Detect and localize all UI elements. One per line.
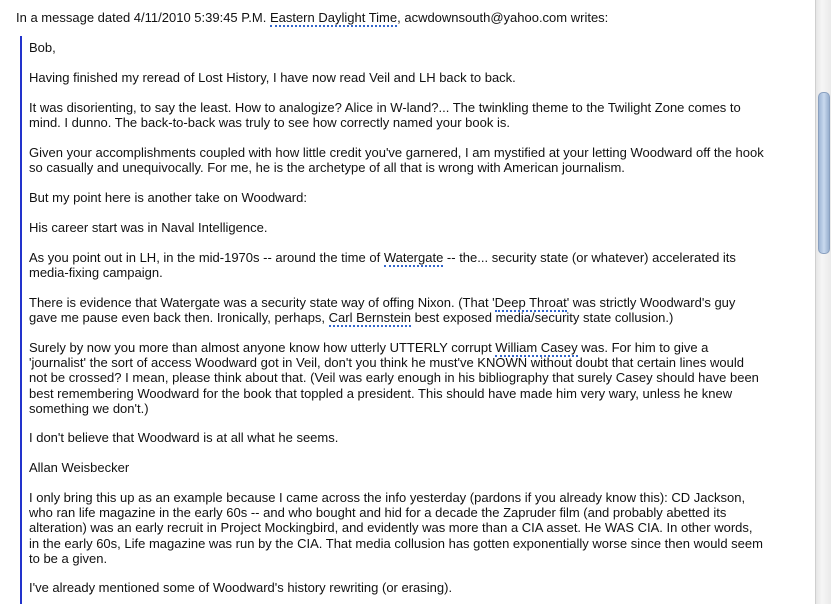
text-segment: There is evidence that Watergate was a security state way of offing Nixon. (That ' [29,295,495,310]
text-segment: -- the... security state (or whatever) accelerated its [443,250,736,265]
paragraph-career: His career start was in Naval Intelligence. [29,220,268,235]
paragraph-line: to be a given. [29,550,108,566]
paragraph-line: in the early 60s, Life magazine was run by the CIA. That media collusion has gotten exponentially worse since then would seem [29,535,763,551]
paragraph-line: Given your accomplishments coupled with how little credit you've garnered, I am mystified at your letting Woodward off the hook [29,145,764,160]
paragraph-reread: Having finished my reread of Lost History, I have now read Veil and LH back to back. [29,70,516,85]
paragraph-line: media-fixing campaign. [29,265,163,281]
text-segment: best exposed media/security state collusion.) [411,310,674,326]
paragraph-history-rewriting: I've already mentioned some of Woodward's history rewriting (or erasing). [29,580,453,595]
paragraph-watergate [29,250,809,280]
paragraph-point: But my point here is another take on Woodward: [29,190,307,205]
text-segment: As you point out in LH, in the mid-1970s -- around the time of [29,250,384,265]
watergate-link[interactable]: Watergate [383,250,444,265]
paragraph-line [29,295,809,310]
scrollbar-thumb[interactable] [818,92,830,254]
paragraph-cd-jackson [29,490,809,566]
william-casey-link[interactable]: William Casey [495,340,578,355]
paragraph-line [29,310,809,325]
paragraph-line [29,340,809,355]
header-prefix: In a message dated 4/11/2010 5:39:45 P.M. [16,10,270,25]
text-segment: was. For him to give a [577,340,709,355]
greeting: Bob, [29,40,56,55]
text-segment: gave me pause even back then. Ironically, perhaps, [29,310,329,326]
paragraph-line: 'journalist' the sort of access Woodward got in Veil, don't you think he must've KNOWN without doubt that certain lines would [29,355,744,371]
signature: Allan Weisbecker [29,460,130,475]
paragraph-line: I only bring this up as an example because I came across the info yesterday (pardons if you already know this): CD Jackson, [29,490,746,505]
paragraph-line: who ran life magazine in the early 60s -- and who bought and hid for a decade the Zapruder film (and probably abetted its [29,505,727,521]
timezone-link[interactable]: Eastern Daylight Time [269,10,398,25]
paragraph-line: mind. I dunno. The back-to-back was truly to see how correctly named your book is. [29,115,510,131]
message-header [16,10,608,26]
quoted-message [20,36,815,604]
text-segment: ' was strictly Woodward's guy [566,295,736,310]
paragraph-line: best remembering Woodward for the book that toppled a president. This should have made him very wary, unless he knew [29,385,733,401]
paragraph-line: It was disorienting, to say the least. How to analogize? Alice in W-land?... The twinkling theme to the Twilight Zone comes to [29,100,741,115]
paragraph-accomplishments [29,145,809,175]
paragraph-belief: I don't believe that Woodward is at all what he seems. [29,430,339,445]
paragraph-evidence [29,295,809,325]
paragraph-line [29,250,809,265]
deep-throat-link[interactable]: Deep Throat [494,295,567,310]
header-suffix: , acwdownsouth@yahoo.com writes: [397,10,609,25]
paragraph-disorienting [29,100,809,130]
paragraph-line: alteration) was an early recruit in Project Mockingbird, and evidently was more than a CIA asset. He WAS CIA. In other words, [29,520,753,536]
paragraph-line: something we don't.) [29,400,149,416]
paragraph-casey [29,340,809,416]
vertical-scrollbar[interactable] [815,0,831,604]
paragraph-line: not be crossed? I mean, please think about that. (Veil was early enough in his bibliography that surely Casey should have been [29,370,759,386]
paragraph-line: so casually and unequivocally. For me, he is the archetype of all that is wrong with American journalism. [29,160,625,176]
carl-bernstein-link[interactable]: Carl Bernstein [328,310,412,326]
text-segment: Surely by now you more than almost anyone know how utterly UTTERLY corrupt [29,340,496,355]
